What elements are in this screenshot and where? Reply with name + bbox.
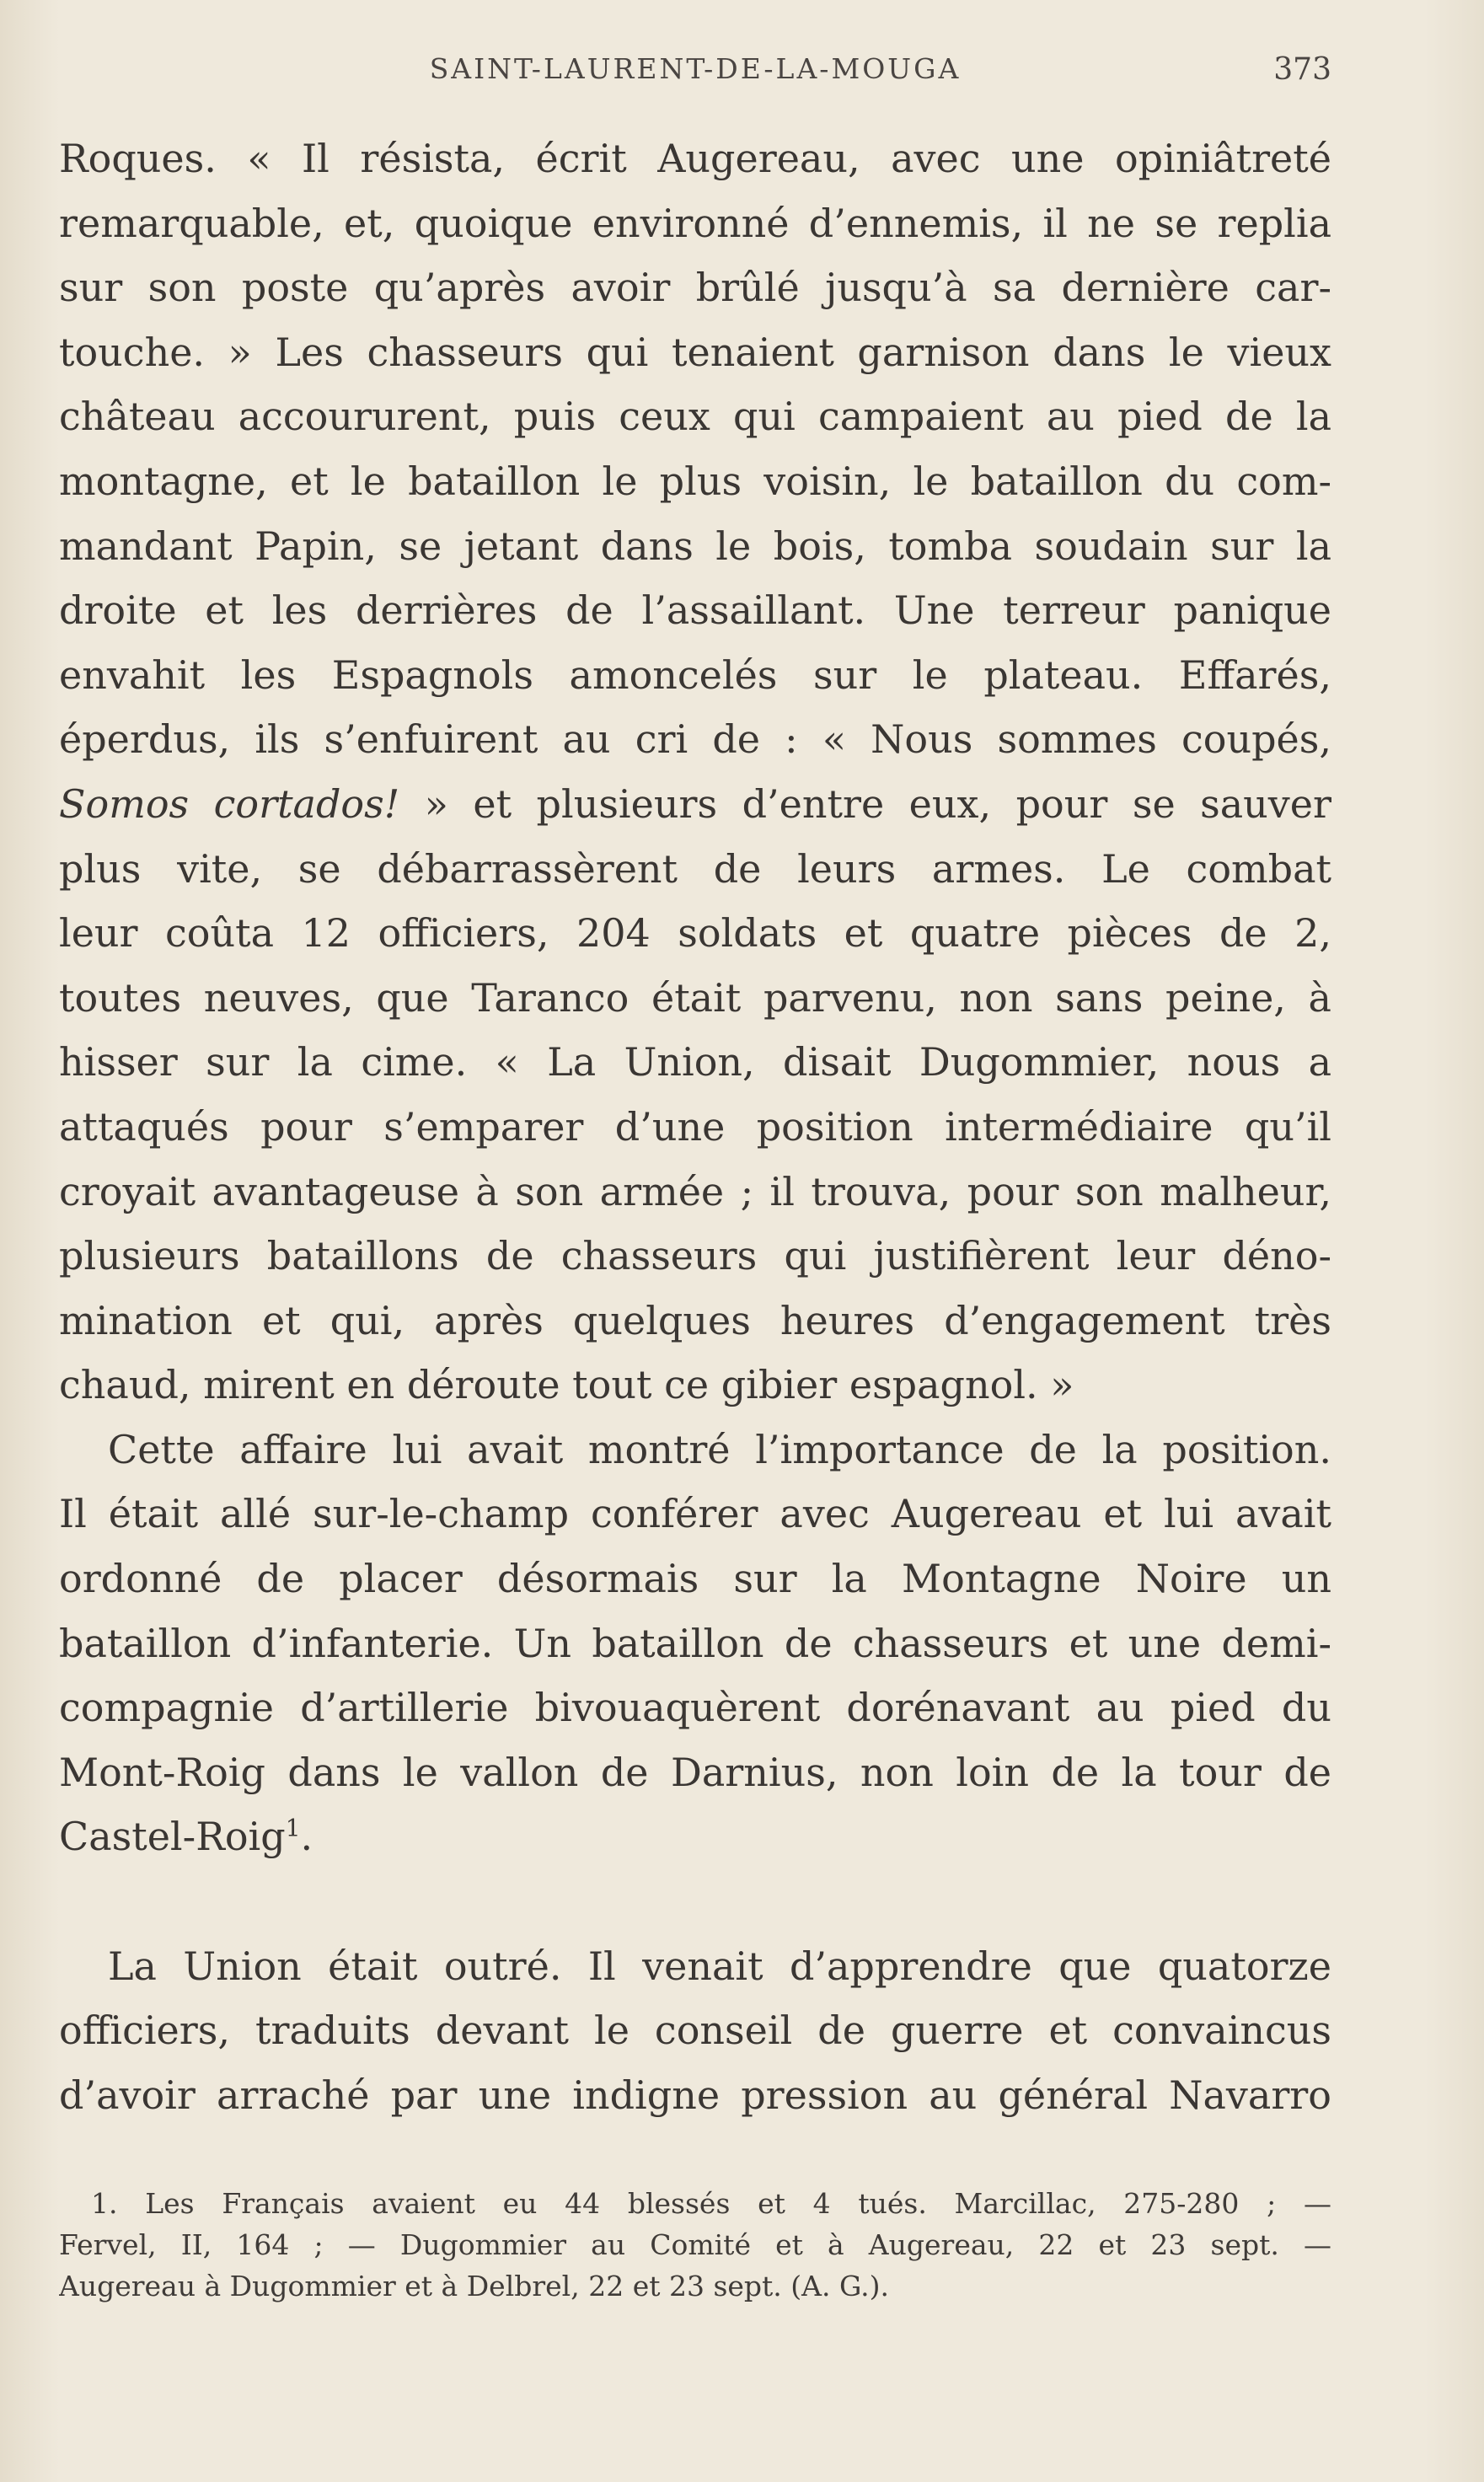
body-text — [59, 126, 1331, 2127]
text-line: château accoururent, puis ceux qui campaient au pied de la — [59, 394, 1331, 440]
line-text: Castel-Roig — [59, 1814, 286, 1860]
footnote-ref: 1 — [285, 1815, 301, 1843]
text-line-italic — [59, 772, 1331, 837]
text-line: bataillon d’infanterie. Un bataillon de chasseurs et une demi- — [59, 1620, 1331, 1666]
text-line: hisser sur la cime. « La Union, disait Dugommier, nous a — [59, 1039, 1331, 1086]
text-line: ordonné de placer désormais sur la Montagne Noire un — [59, 1556, 1331, 1602]
text-line: éperdus, ils s’enfuirent au cri de : « Nous sommes coupés, — [59, 716, 1331, 763]
text-line: leur coûta 12 officiers, 204 soldats et quatre pièces de 2, — [59, 910, 1331, 957]
paragraph-gap — [59, 1869, 1331, 1934]
text-line: attaqués pour s’emparer d’une position intermédiaire qu’il — [59, 1103, 1331, 1150]
text-line: remarquable, et, quoique environné d’ennemis, il ne se replia — [59, 200, 1331, 246]
text-line: chaud, mirent en déroute tout ce gibier espagnol. » — [59, 1362, 1074, 1408]
text-line: d’avoir arraché par une indigne pression au général Navarro — [59, 2072, 1331, 2118]
paragraph-start-line: La Union était outré. Il venait d’apprendre que quatorze — [108, 1943, 1331, 1989]
footnote-line: 1. Les Français avaient eu 44 blessés et 4 tués. Marcillac, 275-280 ; — — [91, 2187, 1331, 2220]
running-title: SAINT-LAURENT-DE-LA-MOUGA — [429, 52, 962, 85]
line-end: . — [300, 1814, 313, 1860]
footnote-line: Fervel, II, 164 ; — Dugommier au Comité et à Augereau, 22 et 23 sept. — — [59, 2228, 1331, 2261]
italic-line-rest: » et plusieurs d’entre eux, pour se sauver — [399, 780, 1331, 827]
footnote-line: Augereau à Dugommier et à Delbrel, 22 et 23 sept. (A. G.). — [59, 2270, 890, 2302]
text-line: Mont-Roig dans le vallon de Darnius, non loin de la tour de — [59, 1749, 1331, 1795]
text-line: Il était allé sur-le-champ conférer avec Augereau et lui avait — [59, 1491, 1331, 1537]
text-line: montagne, et le bataillon le plus voisin, le bataillon du com- — [59, 458, 1331, 504]
italic-phrase: Somos cortados! — [59, 780, 400, 827]
text-line: mandant Papin, se jetant dans le bois, tomba soudain sur la — [59, 523, 1331, 569]
text-line: plus vite, se débarrassèrent de leurs armes. Le combat — [59, 845, 1331, 892]
text-line: touche. » Les chasseurs qui tenaient garnison dans le vieux — [59, 329, 1331, 375]
text-line: toutes neuves, que Taranco était parvenu, non sans peine, à — [59, 974, 1331, 1021]
footnotes — [59, 2183, 1331, 2307]
text-line: envahit les Espagnols amoncelés sur le plateau. Effarés, — [59, 651, 1331, 698]
paragraph-start-line: Cette affaire lui avait montré l’importance de la position. — [108, 1426, 1331, 1472]
text-line: croyait avantageuse à son armée ; il trouva, pour son malheur, — [59, 1168, 1331, 1214]
text-line: compagnie d’artillerie bivouaquèrent dorénavant au pied du — [59, 1685, 1331, 1731]
text-line-with-footnote-ref — [59, 1804, 1331, 1869]
text-line: officiers, traduits devant le conseil de guerre et convaincus — [59, 2008, 1331, 2054]
text-line: droite et les derrières de l’assaillant. Une terreur panique — [59, 587, 1331, 634]
text-line: plusieurs bataillons de chasseurs qui justifièrent leur déno- — [59, 1233, 1331, 1279]
page-number: 373 — [1273, 52, 1331, 87]
text-line: sur son poste qu’après avoir brûlé jusqu’à sa dernière car- — [59, 265, 1331, 311]
text-line: mination et qui, après quelques heures d’engagement très — [59, 1297, 1331, 1343]
running-head — [59, 52, 1331, 94]
text-line: Roques. « Il résista, écrit Augereau, avec une opiniâtreté — [59, 136, 1331, 181]
